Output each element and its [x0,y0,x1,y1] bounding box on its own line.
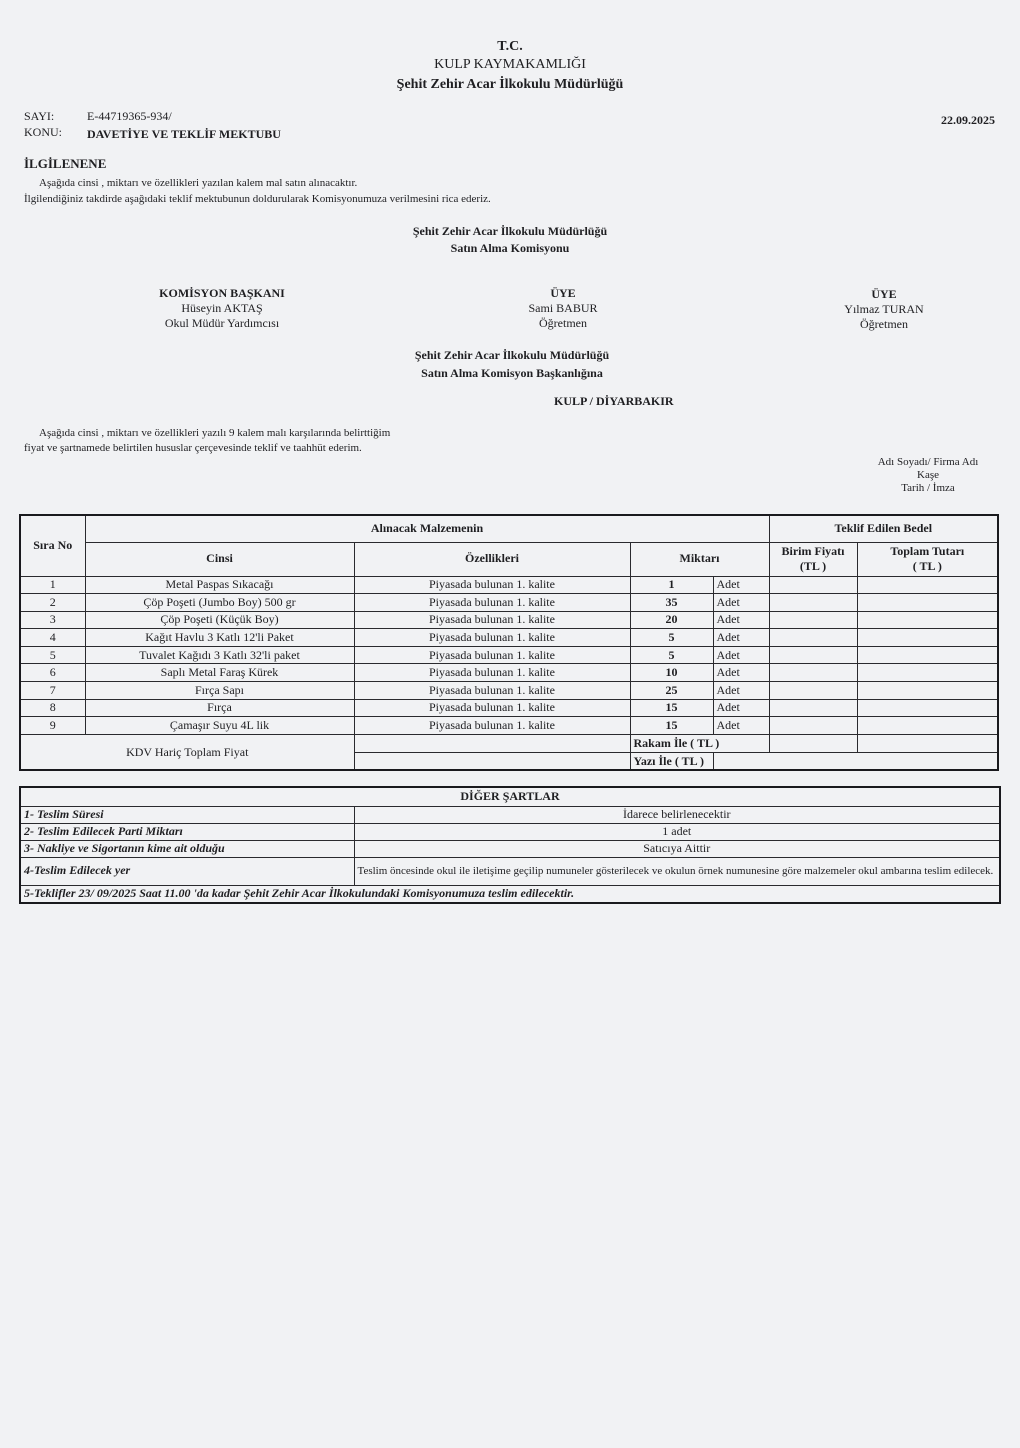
row-birim-fiyat[interactable] [769,646,857,664]
row-toplam-tutar[interactable] [857,699,998,717]
row-no: 8 [20,699,85,717]
condition-label: 1- Teslim Süresi [20,806,354,823]
row-no: 7 [20,682,85,700]
row-no: 5 [20,646,85,664]
row-ozellik: Piyasada bulunan 1. kalite [354,717,630,735]
signature-date-label: Tarih / İmza [901,482,955,494]
row-birim-fiyat[interactable] [769,594,857,612]
row-birim: Adet [713,664,769,682]
header-alinacak: Alınacak Malzemenin [85,515,769,542]
row-birim-fiyat[interactable] [769,611,857,629]
row-birim: Adet [713,646,769,664]
intro-line-1: Aşağıda cinsi , miktarı ve özellikleri yazılan kalem mal satın alınacaktır. [39,177,358,189]
condition-value: İdarece belirlenecektir [354,806,1000,823]
table-row [20,664,998,682]
row-ozellik: Piyasada bulunan 1. kalite [354,576,630,594]
row-cinsi: Çöp Poşeti (Küçük Boy) [85,611,354,629]
header-birim-fiyat-unit: (TL ) [799,559,827,573]
row-no: 4 [20,629,85,647]
row-ozellik: Piyasada bulunan 1. kalite [354,699,630,717]
row-birim-fiyat[interactable] [769,717,857,735]
row-birim: Adet [713,682,769,700]
table-row [20,576,998,594]
header-sira-no: Sıra No [20,515,85,576]
condition-value: Satıcıya Aittir [354,840,1000,857]
header-cinsi: Cinsi [85,542,354,576]
offer-line-1: Aşağıda cinsi , miktarı ve özellikleri yazılı 9 kalem malı karşılarında belirttiğim [39,427,391,439]
table-row [20,611,998,629]
member-role: ÜYE [871,287,897,301]
row-toplam-tutar[interactable] [857,594,998,612]
header-toplam-tutar-unit: ( TL ) [912,559,942,573]
addressee-line-2: Satın Alma Komisyon Başkanlığına [421,366,603,380]
row-miktar: 15 [630,717,713,735]
row-birim: Adet [713,629,769,647]
row-ozellik: Piyasada bulunan 1. kalite [354,646,630,664]
addressee-location: KULP / DİYARBAKIR [554,394,674,408]
row-miktar: 5 [630,629,713,647]
header-toplam-tutar [857,542,998,576]
conditions-title: DİĞER ŞARTLAR [20,787,1000,806]
konu-label: KONU: [24,125,62,139]
row-toplam-tutar[interactable] [857,664,998,682]
member-title: Öğretmen [860,317,908,331]
row-birim-fiyat[interactable] [769,699,857,717]
row-birim: Adet [713,717,769,735]
row-no: 1 [20,576,85,594]
row-cinsi: Fırça Sapı [85,682,354,700]
rakam-label: Rakam İle ( TL ) [630,734,769,752]
row-miktar: 15 [630,699,713,717]
commission-title-2: Satın Alma Komisyonu [450,241,570,255]
header-birim-fiyat [769,542,857,576]
document-date: 22.09.2025 [941,113,995,127]
row-toplam-tutar[interactable] [857,717,998,735]
table-row [20,699,998,717]
row-ozellik: Piyasada bulunan 1. kalite [354,594,630,612]
member-name: Yılmaz TURAN [844,302,924,316]
header-miktar: Miktarı [630,542,769,576]
sayi-label: SAYI: [24,109,55,123]
row-birim: Adet [713,611,769,629]
row-miktar: 25 [630,682,713,700]
table-row [20,646,998,664]
row-toplam-tutar[interactable] [857,611,998,629]
row-ozellik: Piyasada bulunan 1. kalite [354,682,630,700]
row-toplam-tutar[interactable] [857,682,998,700]
row-no: 3 [20,611,85,629]
row-ozellik: Piyasada bulunan 1. kalite [354,664,630,682]
row-birim: Adet [713,699,769,717]
header-teklif: Teklif Edilen Bedel [769,515,998,542]
row-ozellik: Piyasada bulunan 1. kalite [354,611,630,629]
commission-member-2 [483,286,643,331]
conditions-table [19,786,1001,904]
row-birim-fiyat[interactable] [769,682,857,700]
row-birim: Adet [713,576,769,594]
row-miktar: 35 [630,594,713,612]
row-cinsi: Fırça [85,699,354,717]
addressee-line-1: Şehit Zehir Acar İlkokulu Müdürlüğü [414,348,610,362]
commission-title-1: Şehit Zehir Acar İlkokulu Müdürlüğü [412,224,608,238]
row-miktar: 10 [630,664,713,682]
row-no: 2 [20,594,85,612]
row-toplam-tutar[interactable] [857,576,998,594]
intro-line-2: İlgilendiğiniz takdirde aşağıdaki teklif mektubunun doldurularak Komisyonumuza verilmesini rica ederiz. [24,193,491,205]
header-kaymakamlik: KULP KAYMAKAMLIĞI [434,57,586,72]
table-row [20,717,998,735]
row-miktar: 20 [630,611,713,629]
row-cinsi: Çöp Poşeti (Jumbo Boy) 500 gr [85,594,354,612]
row-no: 6 [20,664,85,682]
condition-final: 5-Teklifler 23/ 09/2025 Saat 11.00 'da kadar Şehit Zehir Acar İlkokulundaki Komisyonumuza teslim edilecektir. [20,885,1000,903]
header-tc: T.C. [497,39,523,54]
row-toplam-tutar[interactable] [857,646,998,664]
header-school: Şehit Zehir Acar İlkokulu Müdürlüğü [396,77,624,92]
table-row [20,594,998,612]
condition-label: 3- Nakliye ve Sigortanın kime ait olduğu [20,840,354,857]
rakam-value[interactable] [769,734,857,752]
kdv-total-label: KDV Hariç Toplam Fiyat [20,734,354,770]
row-birim: Adet [713,594,769,612]
commission-member-3 [804,287,964,332]
condition-value: Teslim öncesinde okul ile iletişime geçilip numuneler gösterilecek ve okulun örnek numunesine göre malzemeler okul ambarına teslim edilecek. [354,857,1000,885]
header-birim-fiyat-label: Birim Fiyatı [781,544,845,558]
yazi-value[interactable] [713,752,998,770]
row-no: 9 [20,717,85,735]
sayi-value: E-44719365-934/ [87,109,172,123]
kdv-blank [354,734,630,752]
row-cinsi: Saplı Metal Faraş Kürek [85,664,354,682]
member-title: Öğretmen [539,316,587,330]
row-cinsi: Metal Paspas Sıkacağı [85,576,354,594]
header-ozellik: Özellikleri [354,542,630,576]
yazi-blank [354,752,630,770]
row-toplam-tutar[interactable] [857,629,998,647]
condition-label: 4-Teslim Edilecek yer [20,857,354,885]
row-cinsi: Çamaşır Suyu 4L lik [85,717,354,735]
member-title: Okul Müdür Yardımcısı [164,316,280,330]
header-toplam-tutar-label: Toplam Tutarı [890,544,965,558]
member-role: ÜYE [550,286,576,300]
table-row [20,629,998,647]
offer-line-2: fiyat ve şartnamede belirtilen hususlar çerçevesinde teklif ve taahhüt ederim. [24,442,362,454]
items-table [19,514,999,771]
signature-stamp-label: Kaşe [917,469,939,481]
row-birim-fiyat[interactable] [769,576,857,594]
row-cinsi: Tuvalet Kağıdı 3 Katlı 32'li paket [85,646,354,664]
commission-member-1 [122,286,322,331]
row-birim-fiyat[interactable] [769,629,857,647]
row-birim-fiyat[interactable] [769,664,857,682]
yazi-label: Yazı İle ( TL ) [630,752,713,770]
condition-label: 2- Teslim Edilecek Parti Miktarı [20,823,354,840]
condition-value: 1 adet [354,823,1000,840]
salutation: İLGİLENENE [24,156,107,171]
row-miktar: 1 [630,576,713,594]
konu-value: DAVETİYE VE TEKLİF MEKTUBU [87,127,281,141]
member-name: Hüseyin AKTAŞ [181,301,263,315]
member-name: Sami BABUR [528,301,598,315]
row-cinsi: Kağıt Havlu 3 Katlı 12'li Paket [85,629,354,647]
signature-block [858,456,998,494]
rakam-extra[interactable] [857,734,998,752]
row-ozellik: Piyasada bulunan 1. kalite [354,629,630,647]
table-row [20,682,998,700]
member-role: KOMİSYON BAŞKANI [159,286,285,300]
signature-name-label: Adı Soyadı/ Firma Adı [877,456,979,468]
row-miktar: 5 [630,646,713,664]
